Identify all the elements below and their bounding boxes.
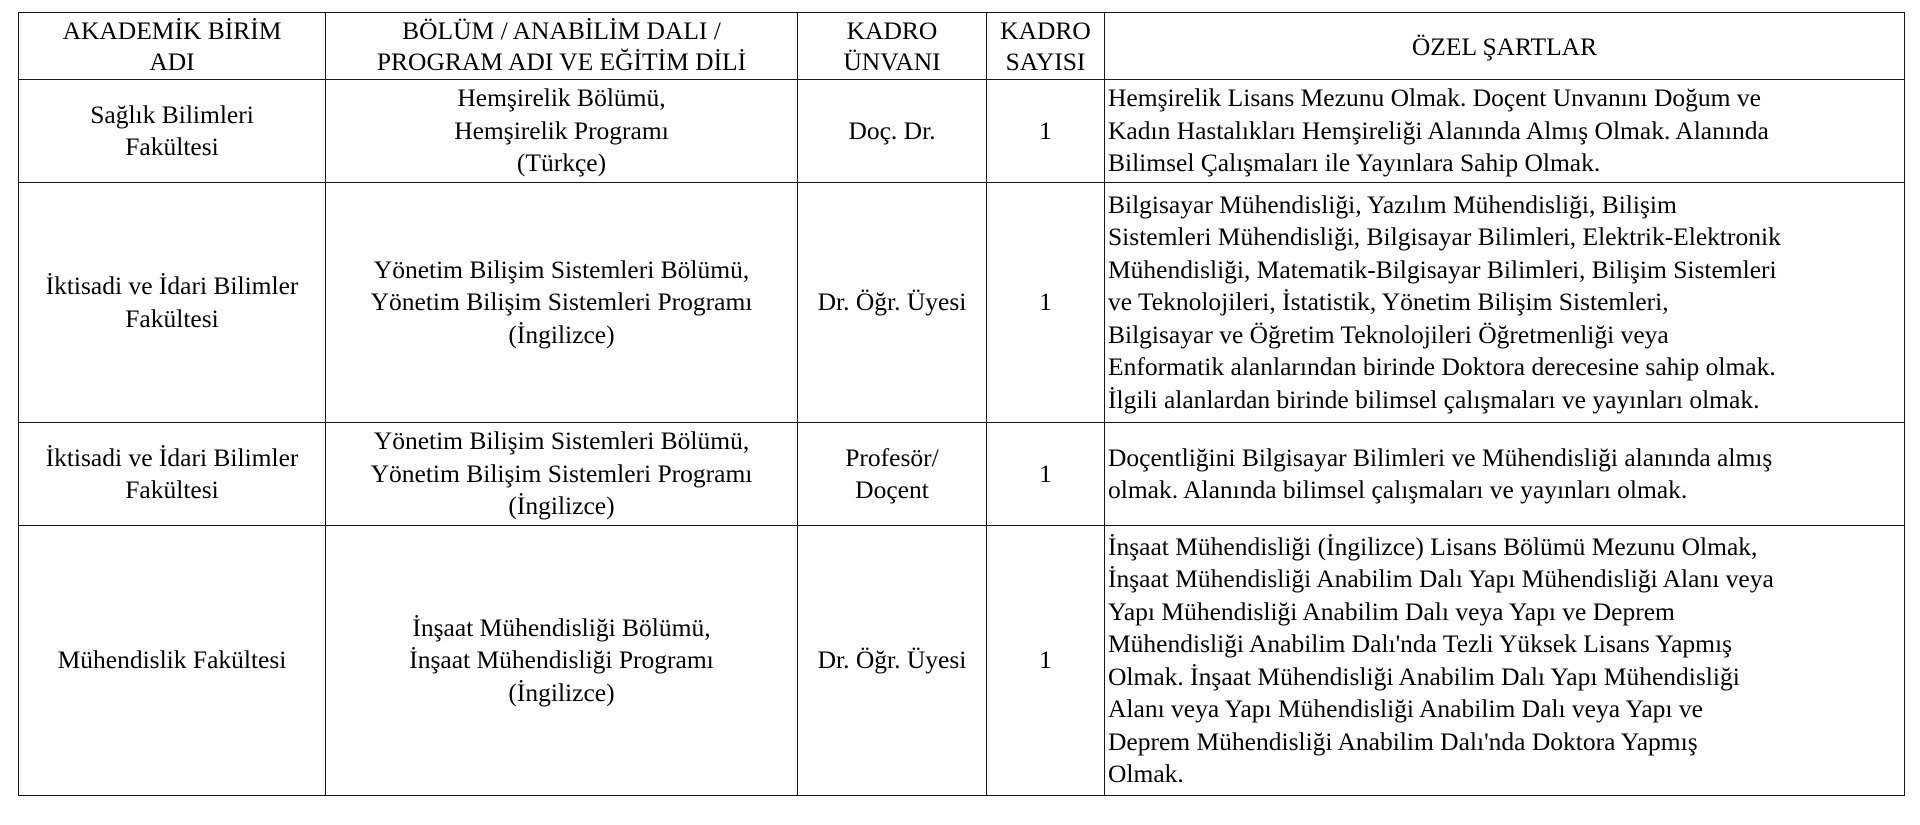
cell-akademik-birim: Mühendislik Fakültesi bbox=[19, 526, 326, 796]
cell-bolum-program: İnşaat Mühendisliği Bölümü, İnşaat Mühendisliği Programı (İngilizce) bbox=[326, 526, 798, 796]
header-row bbox=[19, 13, 1905, 80]
header-akademik-birim: AKADEMİK BİRİM ADI bbox=[19, 13, 326, 80]
cell-ozel-sartlar: Bilgisayar Mühendisliği, Yazılım Mühendisliği, Bilişim Sistemleri Mühendisliği, Bilgisayar Bilimleri, Elektrik-Elektronik Mühendisliği, Matematik-Bilgisayar Bilimleri, Bilişim Sistemleri ve Teknolojileri, İstatistik, Yönetim Bilişim Sistemleri, Bilgisayar ve Öğretim Teknolojileri Öğretmenliği veya Enformatik alanlarından birinde Doktora derecesine sahip olmak. İlgili alanlardan birinde bilimsel çalışmaları ve yayınları olmak. bbox=[1105, 183, 1905, 423]
table-row bbox=[19, 526, 1905, 796]
cell-bolum-program: Hemşirelik Bölümü, Hemşirelik Programı (Türkçe) bbox=[326, 80, 798, 183]
cell-akademik-birim: İktisadi ve İdari Bilimler Fakültesi bbox=[19, 423, 326, 526]
table-row bbox=[19, 80, 1905, 183]
cell-ozel-sartlar: Doçentliğini Bilgisayar Bilimleri ve Mühendisliği alanında almış olmak. Alanında bilimsel çalışmaları ve yayınları olmak. bbox=[1105, 423, 1905, 526]
header-kadro-unvani: KADRO ÜNVANI bbox=[798, 13, 987, 80]
cell-kadro-unvani: Dr. Öğr. Üyesi bbox=[798, 183, 987, 423]
table-row bbox=[19, 423, 1905, 526]
header-bolum-program: BÖLÜM / ANABİLİM DALI / PROGRAM ADI VE EĞİTİM DİLİ bbox=[326, 13, 798, 80]
cell-bolum-program: Yönetim Bilişim Sistemleri Bölümü, Yönetim Bilişim Sistemleri Programı (İngilizce) bbox=[326, 183, 798, 423]
cell-bolum-program: Yönetim Bilişim Sistemleri Bölümü, Yönetim Bilişim Sistemleri Programı (İngilizce) bbox=[326, 423, 798, 526]
table-row bbox=[19, 183, 1905, 423]
cell-akademik-birim: Sağlık Bilimleri Fakültesi bbox=[19, 80, 326, 183]
cell-kadro-unvani: Profesör/ Doçent bbox=[798, 423, 987, 526]
cell-kadro-sayisi: 1 bbox=[987, 526, 1105, 796]
cell-kadro-unvani: Dr. Öğr. Üyesi bbox=[798, 526, 987, 796]
cell-akademik-birim: İktisadi ve İdari Bilimler Fakültesi bbox=[19, 183, 326, 423]
cell-kadro-sayisi: 1 bbox=[987, 80, 1105, 183]
cell-kadro-unvani: Doç. Dr. bbox=[798, 80, 987, 183]
cell-ozel-sartlar: Hemşirelik Lisans Mezunu Olmak. Doçent Unvanını Doğum ve Kadın Hastalıkları Hemşireliği Alanında Almış Olmak. Alanında Bilimsel Çalışmaları ile Yayınlara Sahip Olmak. bbox=[1105, 80, 1905, 183]
cell-kadro-sayisi: 1 bbox=[987, 423, 1105, 526]
kadro-table bbox=[18, 12, 1905, 796]
header-kadro-sayisi: KADRO SAYISI bbox=[987, 13, 1105, 80]
header-ozel-sartlar: ÖZEL ŞARTLAR bbox=[1105, 13, 1905, 80]
cell-ozel-sartlar: İnşaat Mühendisliği (İngilizce) Lisans Bölümü Mezunu Olmak, İnşaat Mühendisliği Anabilim Dalı Yapı Mühendisliği Alanı veya Yapı Mühendisliği Anabilim Dalı veya Yapı ve Deprem Mühendisliği Anabilim Dalı'nda Tezli Yüksek Lisans Yapmış Olmak. İnşaat Mühendisliği Anabilim Dalı Yapı Mühendisliği Alanı veya Yapı Mühendisliği Anabilim Dalı veya Yapı ve Deprem Mühendisliği Anabilim Dalı'nda Doktora Yapmış Olmak. bbox=[1105, 526, 1905, 796]
cell-kadro-sayisi: 1 bbox=[987, 183, 1105, 423]
